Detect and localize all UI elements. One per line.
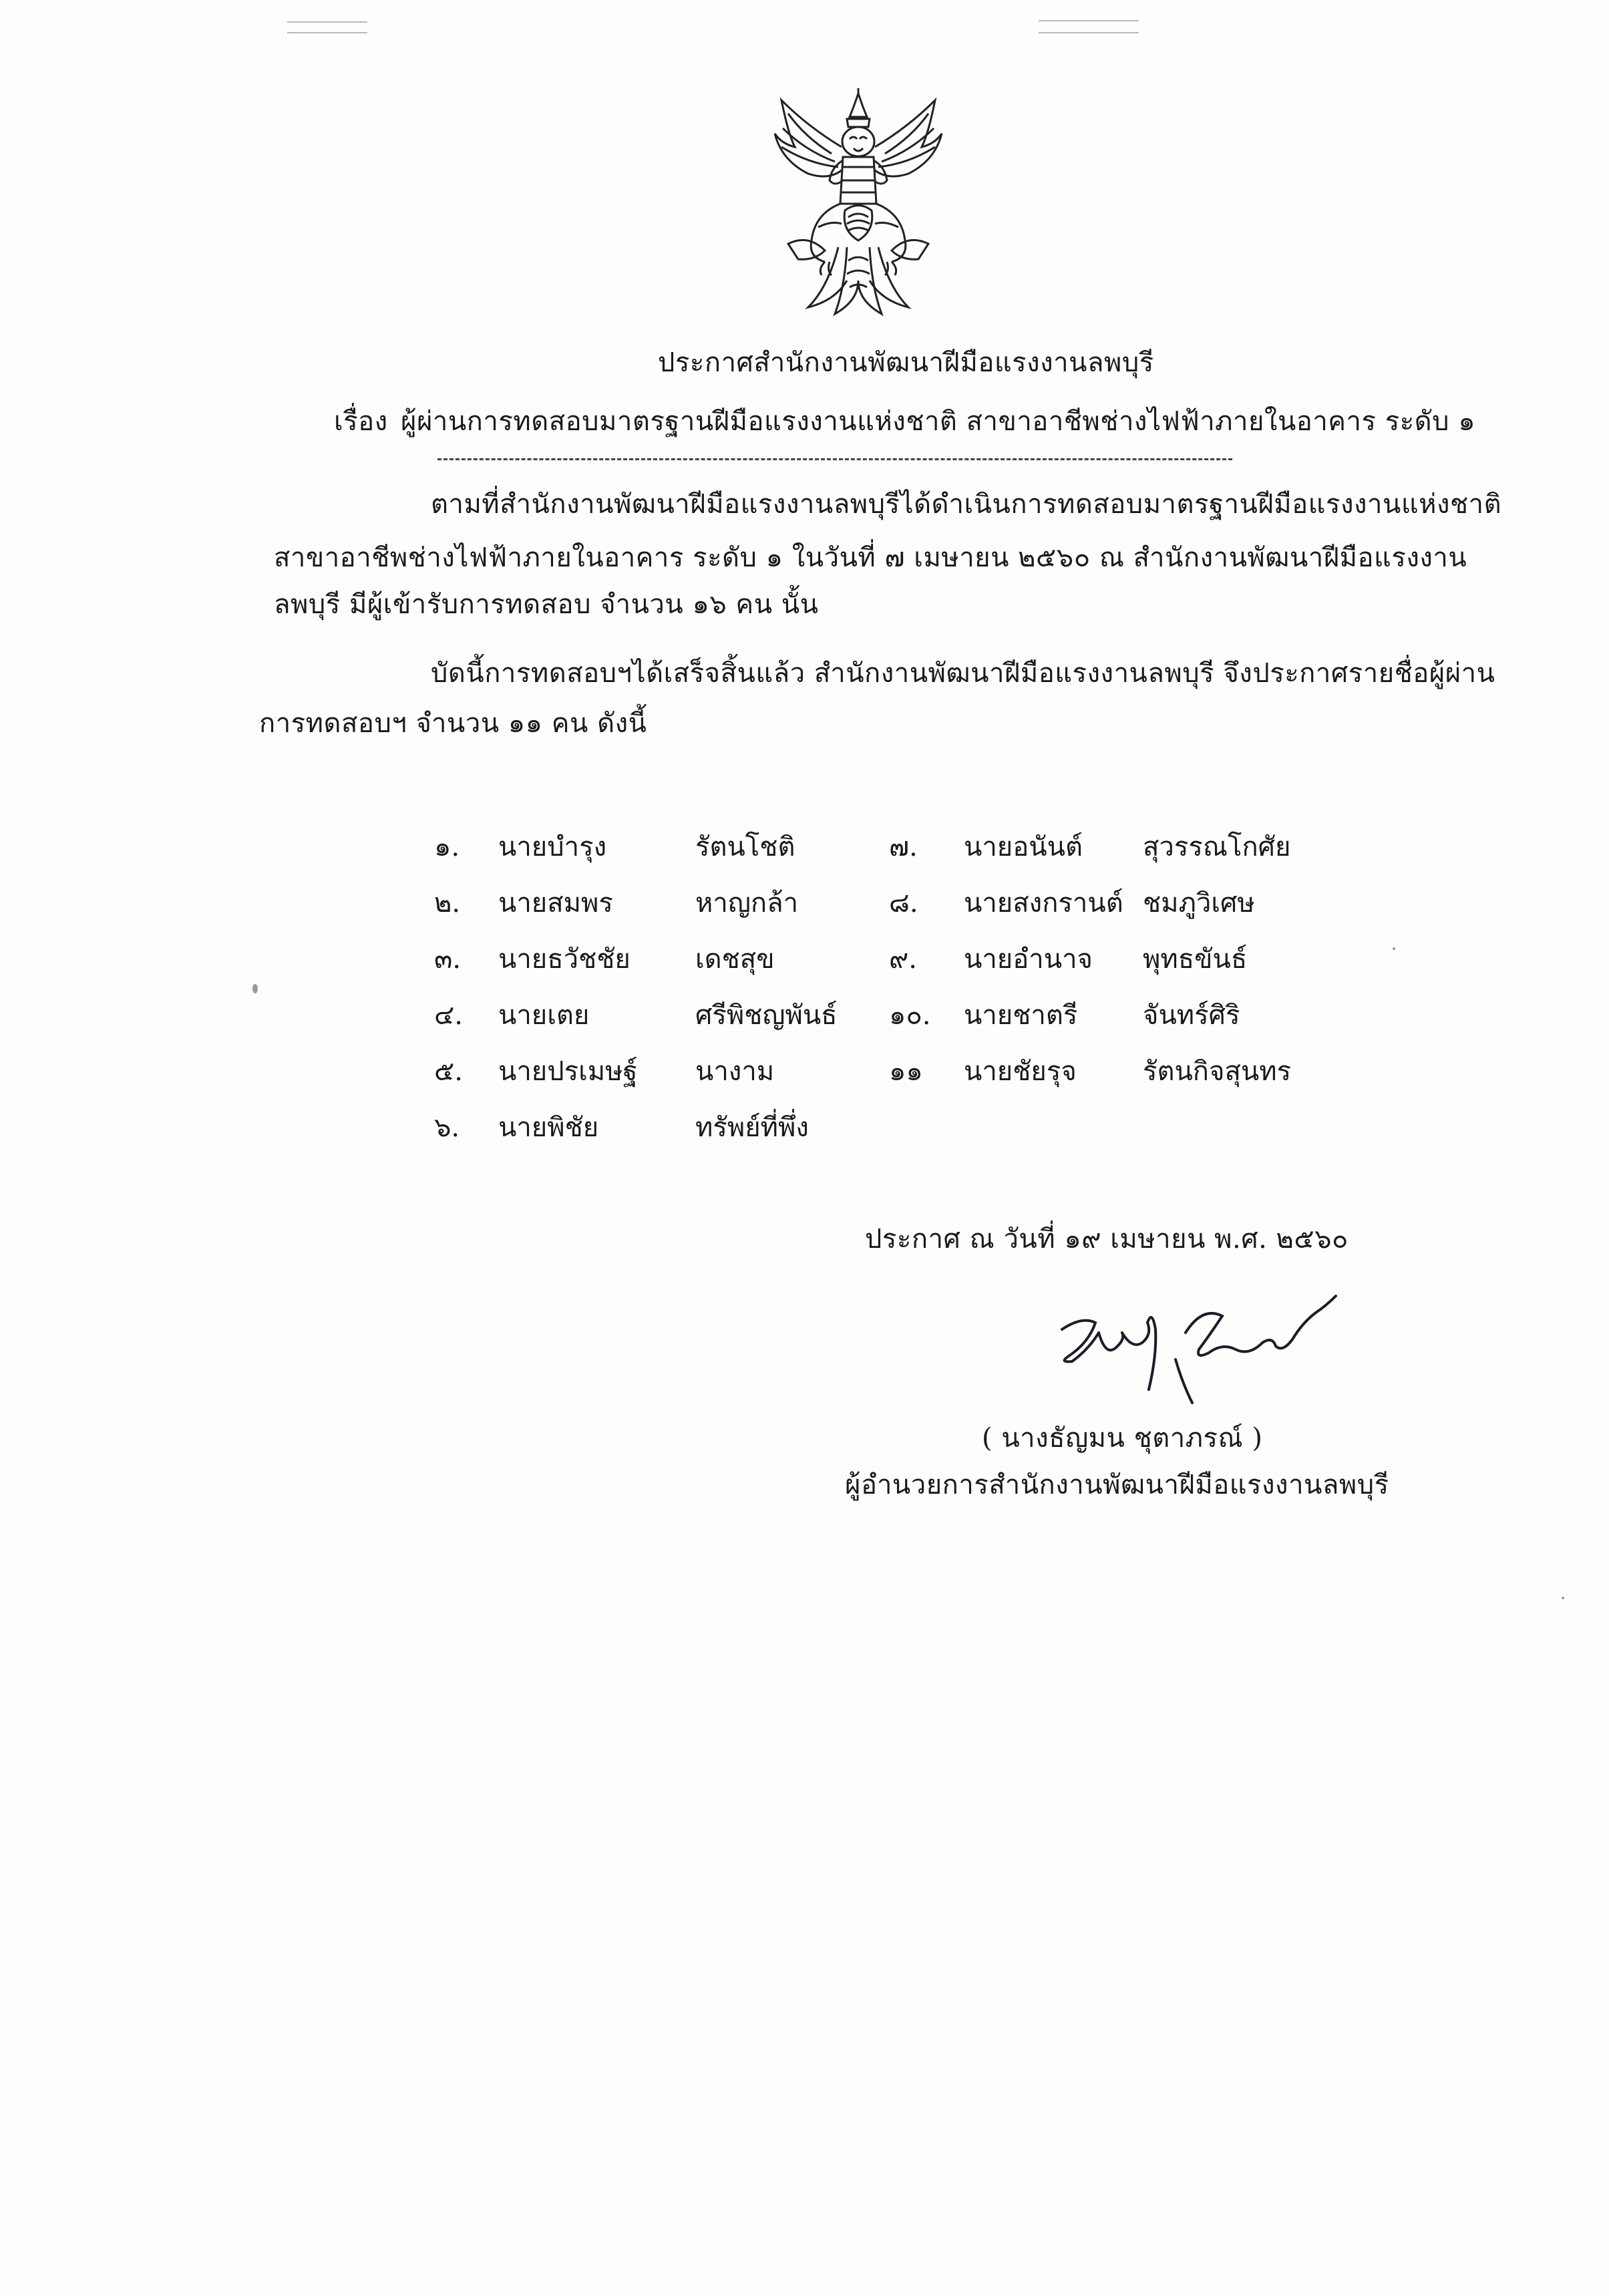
para1-line3: ลพบุรี มีผู้เข้ารับการทดสอบ จำนวน ๑๖ คน นั้น [274,589,819,620]
garuda-emblem-icon [768,87,948,317]
signer-name: ( นางธัญมน ชุตาภรณ์ ) [982,1423,1263,1454]
table-row [434,1099,1336,1155]
office-title: ประกาศสำนักงานพัฒนาฝีมือแรงงานลพบุรี [658,347,1154,378]
passer-first-name: นายเตย [498,1000,590,1031]
passer-first-name: นายพิชัย [498,1112,599,1143]
passer-last-name: ศรีพิชญพันธ์ [695,1000,838,1031]
passer-last-name: พุทธขันธ์ [1143,944,1248,975]
passers-table [434,818,1336,1155]
passer-number [889,1099,964,1155]
passer-number: ๘. [889,888,918,919]
announce-date: ประกาศ ณ วันที่ ๑๙ เมษายน พ.ศ. ๒๕๖๐ [865,1224,1349,1255]
table-row [434,987,1336,1043]
passer-first-name: นายสงกรานต์ [964,888,1123,919]
scan-mark-right [1039,20,1139,21]
passer-last-name: จันทร์ศิริ [1143,1000,1240,1031]
passer-first-name: นายสมพร [498,888,613,919]
table-row [434,874,1336,931]
passer-first-name: นายอำนาจ [964,944,1093,975]
para2-line2: การทดสอบฯ จำนวน ๑๑ คน ดังนี้ [259,708,647,739]
table-row [434,818,1336,874]
scan-mark-left-2 [287,32,367,33]
passer-last-name: รัตนโชติ [695,832,795,862]
scan-speck [252,984,258,993]
passer-number: ๑๑ [889,1056,923,1087]
passer-first-name: นายชาตรี [964,1000,1078,1031]
passer-number: ๗. [889,832,918,862]
table-row [434,931,1336,987]
passer-first-name [964,1099,1143,1155]
scan-speck [1562,1597,1564,1599]
table-row [434,1043,1336,1099]
passer-last-name: นางาม [695,1056,775,1087]
passer-first-name: นายธวัชชัย [498,944,631,975]
separator-rule [437,458,1232,460]
passer-number: ๑๐. [889,1000,931,1031]
handwritten-signature-icon [1042,1269,1349,1410]
passer-last-name: หาญกล้า [695,888,799,919]
passer-last-name: สุวรรณโกศัย [1143,832,1291,862]
passer-number: ๑. [434,832,460,862]
passer-number: ๓. [434,944,462,975]
passer-last-name: รัตนกิจสุนทร [1143,1056,1292,1087]
passer-first-name: นายบำรุง [498,832,607,862]
passer-last-name: ทรัพย์ที่พึ่ง [695,1112,809,1143]
passer-number: ๖. [434,1112,460,1143]
passer-number: ๒. [434,888,461,919]
scan-mark-right-2 [1039,32,1139,33]
passer-last-name [1143,1099,1336,1155]
signer-position: ผู้อำนวยการสำนักงานพัฒนาฝีมือแรงงานลพบุรี [845,1470,1389,1500]
passer-number: ๕. [434,1056,463,1087]
para1-line1: ตามที่สำนักงานพัฒนาฝีมือแรงงานลพบุรีได้ดำเนินการทดสอบมาตรฐานฝีมือแรงงานแห่งชาติ [431,489,1502,520]
passer-last-name: ชมภูวิเศษ [1143,888,1255,919]
subject-label: เรื่อง [334,406,388,437]
passer-first-name: นายอนันต์ [964,832,1083,862]
passer-number: ๙. [889,944,918,975]
passer-last-name: เดชสุข [695,944,775,975]
para2-line1: บัดนี้การทดสอบฯได้เสร็จสิ้นแล้ว สำนักงานพัฒนาฝีมือแรงงานลพบุรี จึงประกาศรายชื่อผู้ผ่าน [431,658,1495,689]
scan-mark-left [287,21,367,23]
passer-first-name: นายชัยรุจ [964,1056,1077,1087]
para1-line2: สาขาอาชีพช่างไฟฟ้าภายในอาคาร ระดับ ๑ ในวันที่ ๗ เมษายน ๒๕๖๐ ณ สำนักงานพัฒนาฝีมือแรงงาน [274,542,1467,573]
passer-number: ๔. [434,1000,463,1031]
scan-speck [1393,947,1395,950]
subject-text: ผู้ผ่านการทดสอบมาตรฐานฝีมือแรงงานแห่งชาติ สาขาอาชีพช่างไฟฟ้าภายในอาคาร ระดับ ๑ [401,406,1476,437]
passer-first-name: นายปรเมษฐ์ [498,1056,638,1087]
